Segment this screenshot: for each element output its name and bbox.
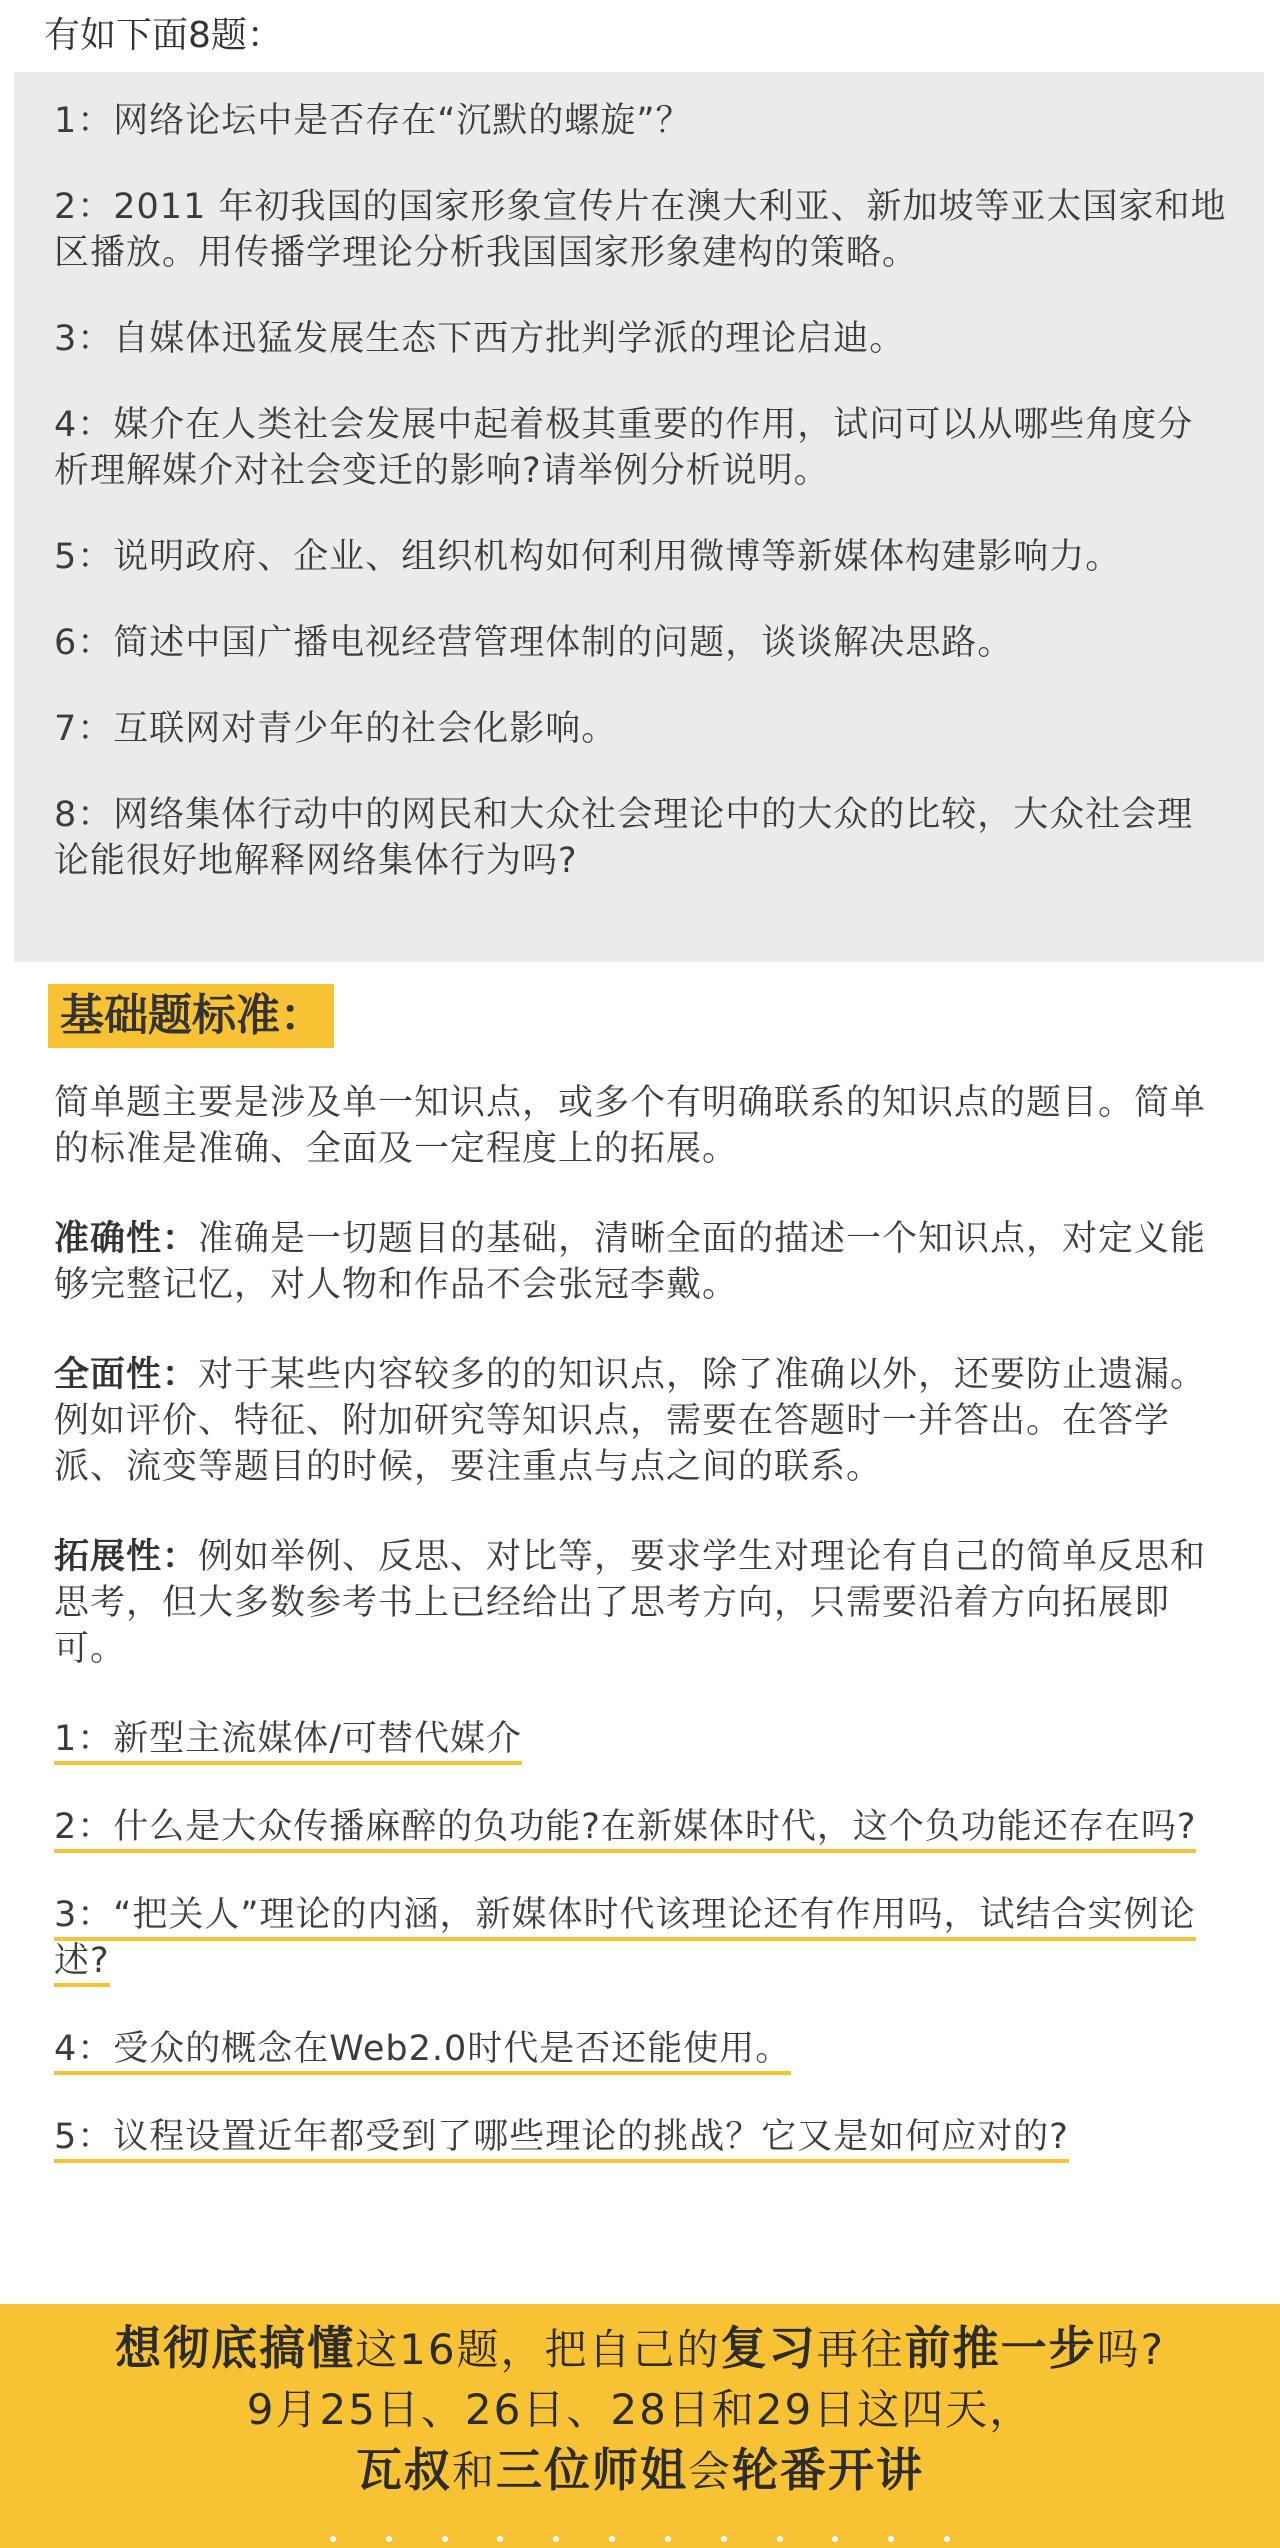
question-box <box>14 72 1264 962</box>
promo-banner <box>0 2304 1280 2548</box>
banner-segment: 三位师姐 <box>496 2443 688 2497</box>
dot-icon <box>609 2536 615 2542</box>
banner-segment: 前推一步 <box>904 2321 1097 2375</box>
decorative-dots <box>330 2536 950 2544</box>
question-item: 4：媒介在人类社会发展中起着极其重要的作用，试问可以从哪些角度分析理解媒介对社会变迁的影响?请举例分析说明。 <box>54 405 1194 491</box>
question-item: 2：2011 年初我国的国家形象宣传片在澳大利亚、新加坡等亚太国家和地区播放。用传播学理论分析我国国家形象建构的策略。 <box>54 187 1227 273</box>
basic-standard-section <box>54 1080 1234 2202</box>
banner-segment: 这16题，把自己的 <box>355 2325 721 2374</box>
basic-intro: 简单题主要是涉及单一知识点，或多个有明确联系的知识点的题目。简单的标准是准确、全面及一定程度上的拓展。 <box>54 1083 1207 1169</box>
question-item: 6：简述中国广播电视经营管理体制的问题，谈谈解决思路。 <box>54 623 1014 663</box>
banner-segment: 吗? <box>1096 2325 1165 2374</box>
criterion-text: 对于某些内容较多的的知识点，除了准确以外，还要防止遗漏。例如评价、特征、附加研究等知识点，需要在答题时一并答出。在答学派、流变等题目的时候，要注重点与点之间的联系。 <box>54 1355 1207 1487</box>
underlined-question-text: 3：“把关人”理论的内涵，新媒体时代该理论还有作用吗，试结合实例论述? <box>54 1895 1196 1987</box>
underlined-question-text: 1：新型主流媒体/可替代媒介 <box>54 1719 522 1765</box>
dot-icon <box>442 2536 448 2542</box>
underlined-question <box>54 1892 1234 1984</box>
dot-icon <box>888 2536 894 2542</box>
basic-standard-title: 基础题标准： <box>48 984 334 1048</box>
banner-segment: 复习 <box>720 2321 817 2375</box>
question-item: 3：自媒体迅猛发展生态下西方批判学派的理论启迪。 <box>54 319 906 359</box>
banner-segment: 和 <box>451 2447 496 2496</box>
criterion-label: 准确性： <box>54 1219 199 1259</box>
dot-icon <box>497 2536 503 2542</box>
banner-segment: 瓦叔 <box>355 2443 452 2497</box>
question-item: 7：互联网对青少年的社会化影响。 <box>54 709 618 749</box>
banner-segment: 会 <box>688 2447 733 2496</box>
section-heading <box>48 984 334 1048</box>
dot-icon <box>330 2536 336 2542</box>
banner-line-1 <box>0 2318 1280 2380</box>
criterion-accuracy <box>54 1216 1234 1308</box>
dot-icon <box>386 2536 392 2542</box>
criterion-text: 例如举例、反思、对比等，要求学生对理论有自己的简单反思和思考，但大多数参考书上已经给出了思考方向，只需要沿着方向拓展即可。 <box>54 1537 1207 1669</box>
criterion-label: 全面性： <box>54 1355 199 1395</box>
banner-line-3 <box>0 2440 1280 2502</box>
underlined-question-text: 5：议程设置近年都受到了哪些理论的挑战？它又是如何应对的? <box>54 2117 1069 2163</box>
underlined-question-text: 2：什么是大众传播麻醉的负功能?在新媒体时代，这个负功能还存在吗? <box>54 1807 1196 1853</box>
banner-segment: 想彻底搞懂 <box>115 2321 356 2375</box>
criterion-text: 准确是一切题目的基础，清晰全面的描述一个知识点，对定义能够完整记忆，对人物和作品不会张冠李戴。 <box>54 1219 1207 1305</box>
dot-icon <box>721 2536 727 2542</box>
dot-icon <box>832 2536 838 2542</box>
underlined-question <box>54 2026 1234 2072</box>
intro-text: 有如下面8题： <box>44 15 283 56</box>
criterion-extension <box>54 1534 1234 1672</box>
criterion-label: 拓展性： <box>54 1537 199 1577</box>
banner-line-2: 9月25日、26日、28日和29日这四天， <box>246 2385 1034 2434</box>
dot-icon <box>665 2536 671 2542</box>
underlined-question <box>54 1804 1234 1850</box>
underlined-question <box>54 2114 1234 2160</box>
banner-segment: 再往 <box>816 2325 905 2374</box>
question-item: 1：网络论坛中是否存在“沉默的螺旋”？ <box>54 101 692 141</box>
question-item: 5：说明政府、企业、组织机构如何利用微博等新媒体构建影响力。 <box>54 537 1122 577</box>
dot-icon <box>777 2536 783 2542</box>
underlined-question <box>54 1716 1234 1762</box>
question-item: 8：网络集体行动中的网民和大众社会理论中的大众的比较，大众社会理论能很好地解释网络集体行为吗? <box>54 795 1194 881</box>
dot-icon <box>944 2536 950 2542</box>
banner-segment: 轮番开讲 <box>732 2443 925 2497</box>
dot-icon <box>553 2536 559 2542</box>
underlined-question-text: 4：受众的概念在Web2.0时代是否还能使用。 <box>54 2029 791 2075</box>
criterion-completeness <box>54 1352 1234 1490</box>
